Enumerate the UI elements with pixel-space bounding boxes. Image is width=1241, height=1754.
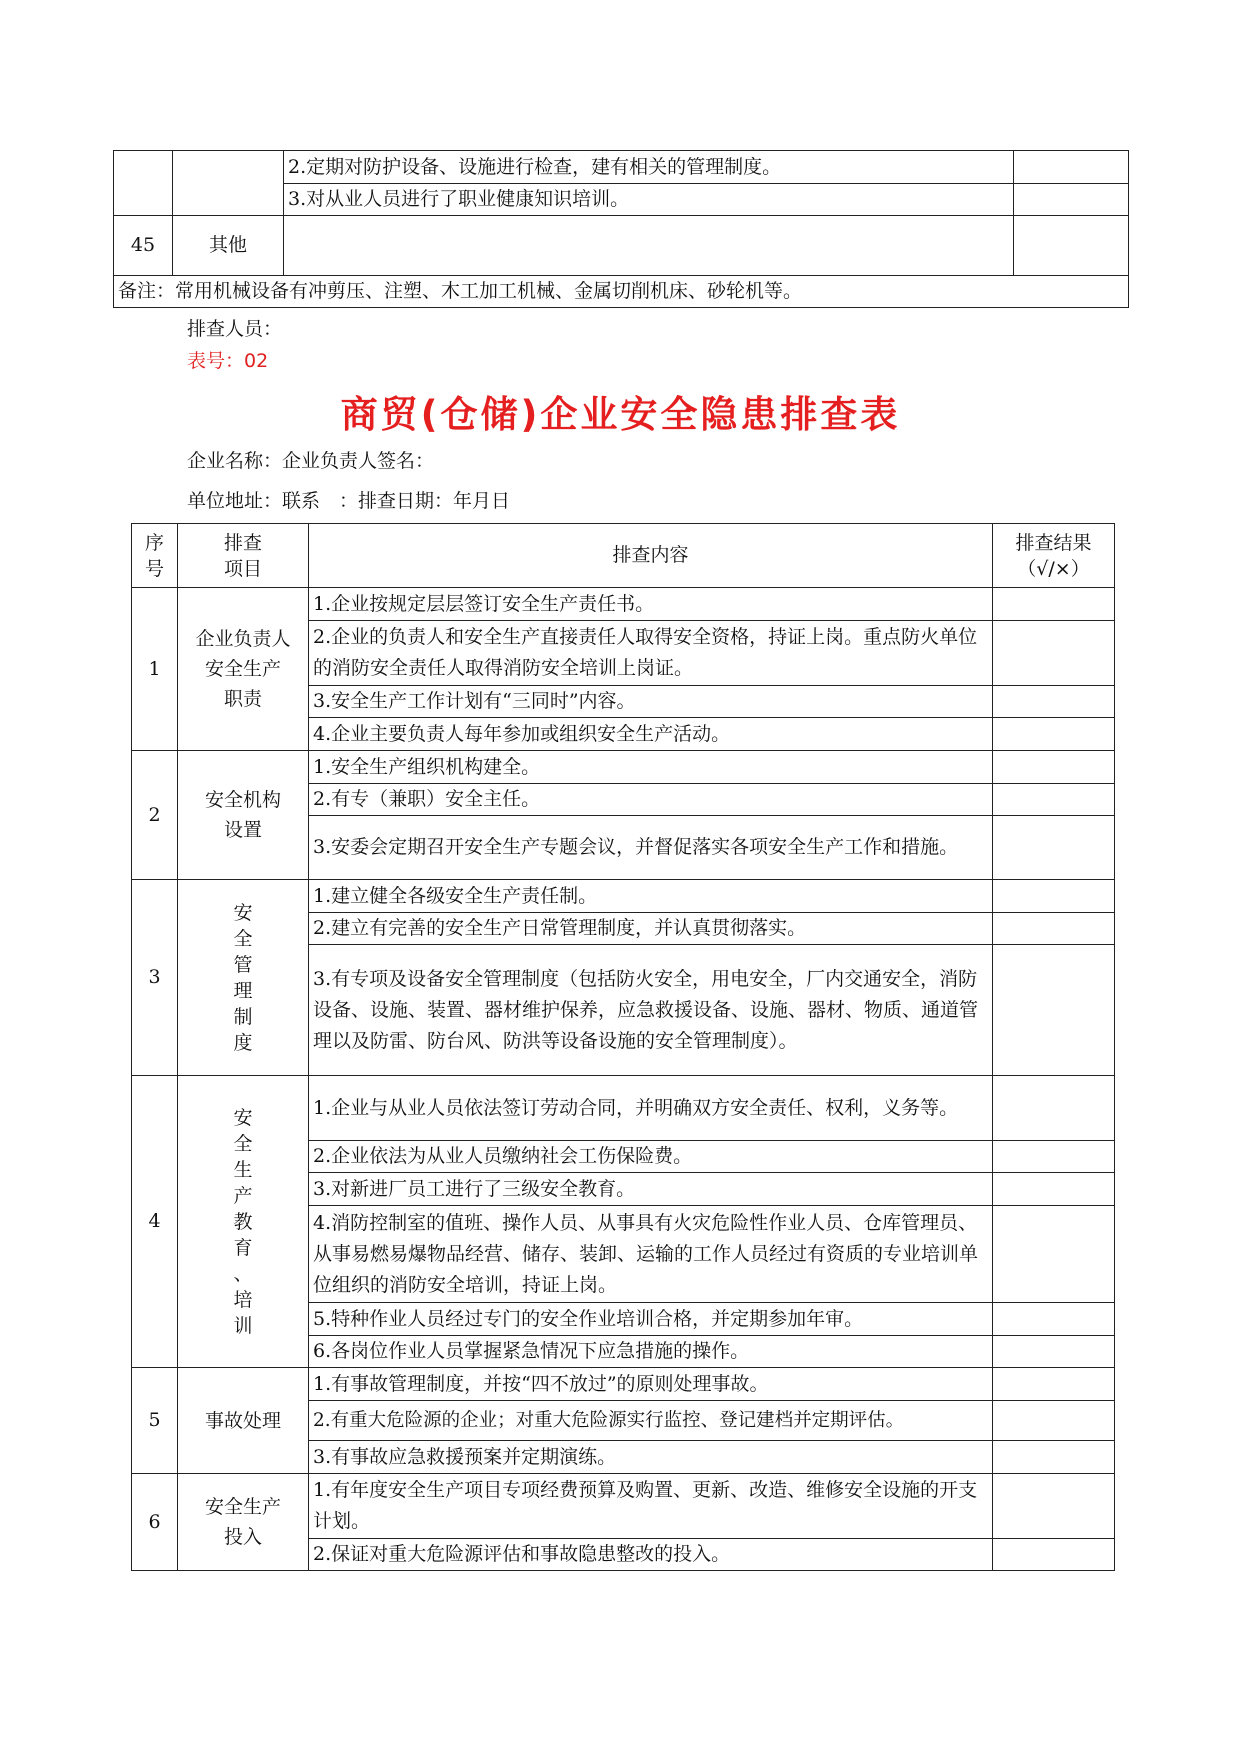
result-cell[interactable] [1014, 216, 1129, 276]
header-content: 排查内容 [309, 524, 993, 588]
check-content: 3.对新进厂员工进行了三级安全教育。 [309, 1173, 993, 1206]
check-content: 1.有年度安全生产项目专项经费预算及购置、更新、改造、维修安全设施的开支计划。 [309, 1474, 993, 1539]
result-cell[interactable] [993, 588, 1115, 621]
check-content: 2.企业依法为从业人员缴纳社会工伤保险费。 [309, 1141, 993, 1173]
page-title: 商贸(仓储)企业安全隐患排查表 [340, 393, 901, 436]
result-cell[interactable] [993, 1401, 1115, 1441]
result-cell[interactable] [1014, 151, 1129, 184]
result-cell[interactable] [993, 913, 1115, 945]
header-no: 序 号 [132, 524, 178, 588]
inspection-table [131, 523, 1115, 1571]
item-name: 企业负责人 安全生产 职责 [178, 588, 309, 751]
item-name: 其他 [173, 216, 284, 276]
check-content: 1.企业与从业人员依法签订劳动合同，并明确双方安全责任、权利，义务等。 [309, 1076, 993, 1141]
form-number: 表号：02 [187, 350, 269, 372]
result-cell[interactable] [993, 1474, 1115, 1539]
result-cell[interactable] [993, 718, 1115, 751]
check-content: 2.企业的负责人和安全生产直接责任人取得安全资格，持证上岗。重点防火单位的消防安全责任人取得消防安全培训上岗证。 [309, 621, 993, 686]
check-content: 4.企业主要负责人每年参加或组织安全生产活动。 [309, 718, 993, 751]
result-cell[interactable] [993, 1141, 1115, 1173]
check-content: 2.建立有完善的安全生产日常管理制度，并认真贯彻落实。 [309, 913, 993, 945]
row-number: 4 [132, 1076, 178, 1368]
row-number: 2 [132, 751, 178, 880]
result-cell[interactable] [993, 686, 1115, 718]
result-cell[interactable] [993, 784, 1115, 816]
prev-item-cell [173, 151, 284, 216]
prev-no-cell [114, 151, 173, 216]
address-line: 单位地址：联系 ：排查日期：年月日 [187, 490, 511, 512]
check-content: 3.有专项及设备安全管理制度（包括防火安全，用电安全，厂内交通安全，消防设备、设施、装置、器材维护保养，应急救援设备、设施、器材、物质、通道管理以及防雷、防台风、防洪等设备设施的安全管理制度）。 [309, 945, 993, 1076]
result-cell[interactable] [1014, 184, 1129, 216]
result-cell[interactable] [993, 1076, 1115, 1141]
row-number: 3 [132, 880, 178, 1076]
check-content: 5.特种作业人员经过专门的安全作业培训合格，并定期参加年审。 [309, 1303, 993, 1336]
result-cell[interactable] [993, 880, 1115, 913]
result-cell[interactable] [993, 816, 1115, 880]
check-content: 1.建立健全各级安全生产责任制。 [309, 880, 993, 913]
check-content: 1.有事故管理制度，并按“四不放过”的原则处理事故。 [309, 1368, 993, 1401]
item-name: 安全生产 投入 [178, 1474, 309, 1571]
check-content: 1.企业按规定层层签订安全生产责任书。 [309, 588, 993, 621]
row-number: 45 [114, 216, 173, 276]
result-cell[interactable] [993, 751, 1115, 784]
result-cell[interactable] [993, 1173, 1115, 1206]
check-content: 2.保证对重大危险源评估和事故隐患整改的投入。 [309, 1539, 993, 1571]
check-content: 3.安全生产工作计划有“三同时”内容。 [309, 686, 993, 718]
result-cell[interactable] [993, 1336, 1115, 1368]
check-content: 2.有重大危险源的企业；对重大危险源实行监控、登记建档并定期评估。 [309, 1401, 993, 1441]
result-cell[interactable] [993, 1539, 1115, 1571]
continued-table [113, 150, 1129, 308]
item-name: 安 全 管 理 制 度 [178, 880, 309, 1076]
check-content: 6.各岗位作业人员掌握紧急情况下应急措施的操作。 [309, 1336, 993, 1368]
table-header [132, 524, 1115, 588]
result-cell[interactable] [993, 1206, 1115, 1303]
check-content: 2.有专（兼职）安全主任。 [309, 784, 993, 816]
header-item: 排查 项目 [178, 524, 309, 588]
note: 备注：常用机械设备有冲剪压、注塑、木工加工机械、金属切削机床、砂轮机等。 [114, 276, 1129, 308]
check-content: 3.安委会定期召开安全生产专题会议，并督促落实各项安全生产工作和措施。 [309, 816, 993, 880]
company-line: 企业名称：企业负责人签名： [187, 450, 435, 472]
result-cell[interactable] [993, 1303, 1115, 1336]
check-content [284, 216, 1014, 276]
row-number: 5 [132, 1368, 178, 1474]
check-content: 2.定期对防护设备、设施进行检查，建有相关的管理制度。 [284, 151, 1014, 184]
result-cell[interactable] [993, 945, 1115, 1076]
row-number: 1 [132, 588, 178, 751]
item-name: 事故处理 [178, 1368, 309, 1474]
result-cell[interactable] [993, 621, 1115, 686]
result-cell[interactable] [993, 1441, 1115, 1474]
inspector-label: 排查人员： [187, 318, 283, 340]
check-content: 3.对从业人员进行了职业健康知识培训。 [284, 184, 1014, 216]
check-content: 3.有事故应急救援预案并定期演练。 [309, 1441, 993, 1474]
item-name: 安全机构 设置 [178, 751, 309, 880]
header-result: 排查结果 （√/×） [993, 524, 1115, 588]
check-content: 1.安全生产组织机构建全。 [309, 751, 993, 784]
item-name: 安 全 生 产 教 育 、 培 训 [178, 1076, 309, 1368]
row-number: 6 [132, 1474, 178, 1571]
check-content: 4.消防控制室的值班、操作人员、从事具有火灾危险性作业人员、仓库管理员、从事易燃易爆物品经营、储存、装卸、运输的工作人员经过有资质的专业培训单位组织的消防安全培训，持证上岗。 [309, 1206, 993, 1303]
result-cell[interactable] [993, 1368, 1115, 1401]
